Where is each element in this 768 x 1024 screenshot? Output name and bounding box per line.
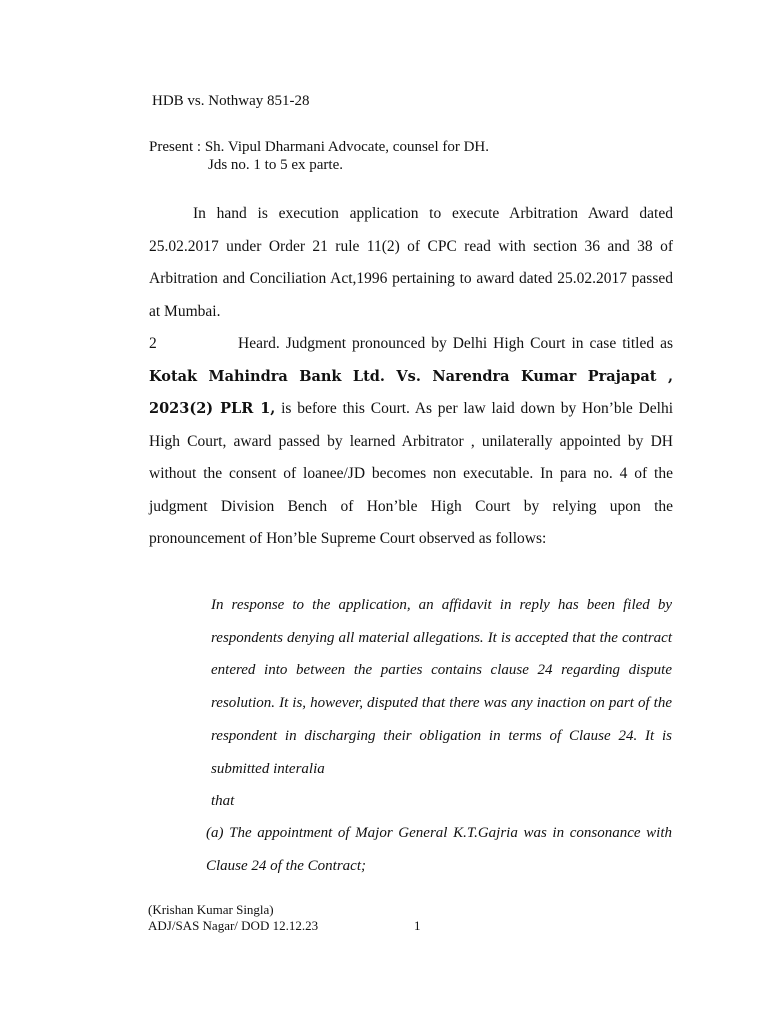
quoted-text-tail: that [211,793,235,810]
footer-designation: ADJ/SAS Nagar/ DOD 12.12.23 [148,918,319,933]
present-line: Present : Sh. Vipul Dharmani Advocate, counsel for DH. [149,139,490,155]
paragraph-number: 2 [149,335,157,352]
quoted-passage [211,589,672,818]
case-title: HDB vs. Nothway 851-28 [152,93,310,109]
paragraph-2-intro: Heard. Judgment pronounced by Delhi High Court in case titled as [238,335,673,352]
paragraph-2-body: is before this Court. As per law laid down by Hon’ble Delhi High Court, award passed by learned Arbitrator , unilaterally appointed by DH without the consent of loanee/JD becomes non executable. In para no. 4 of the judgment Division Bench of Hon’ble High Court by relying upon the pronouncement of Hon’ble Supreme Court observed as follows: [149,400,673,547]
case-citation: Kotak Mahindra Bank Ltd. Vs. Narendra Kumar Prajapat , 2023(2) PLR 1, [149,367,673,417]
paragraph-1: In hand is execution application to execute Arbitration Award dated 25.02.2017 under Order 21 rule 11(2) of CPC read with section 36 and 38 of Arbitration and Conciliation Act,1996 pertaining to award dated 25.02.2017 passed at Mumbai. [149,205,673,320]
footer-signatory: (Krishan Kumar Singla) [148,902,274,917]
paragraph-2 [149,328,673,556]
quoted-sub-item-a: (a) The appointment of Major General K.T.Gajria was in consonance with Clause 24 of the Contract; [206,825,672,874]
page-number: 1 [414,918,421,933]
ex-parte-line: Jds no. 1 to 5 ex parte. [208,157,343,173]
quoted-text: In response to the application, an affidavit in reply has been filed by respondents denying all material allegations. It is accepted that the contract entered into between the parties contains clause 24 regarding dispute resolution. It is, however, disputed that there was any inaction on part of the respondent in discharging their obligation in terms of Clause 24. It is submitted interalia [211,597,672,777]
